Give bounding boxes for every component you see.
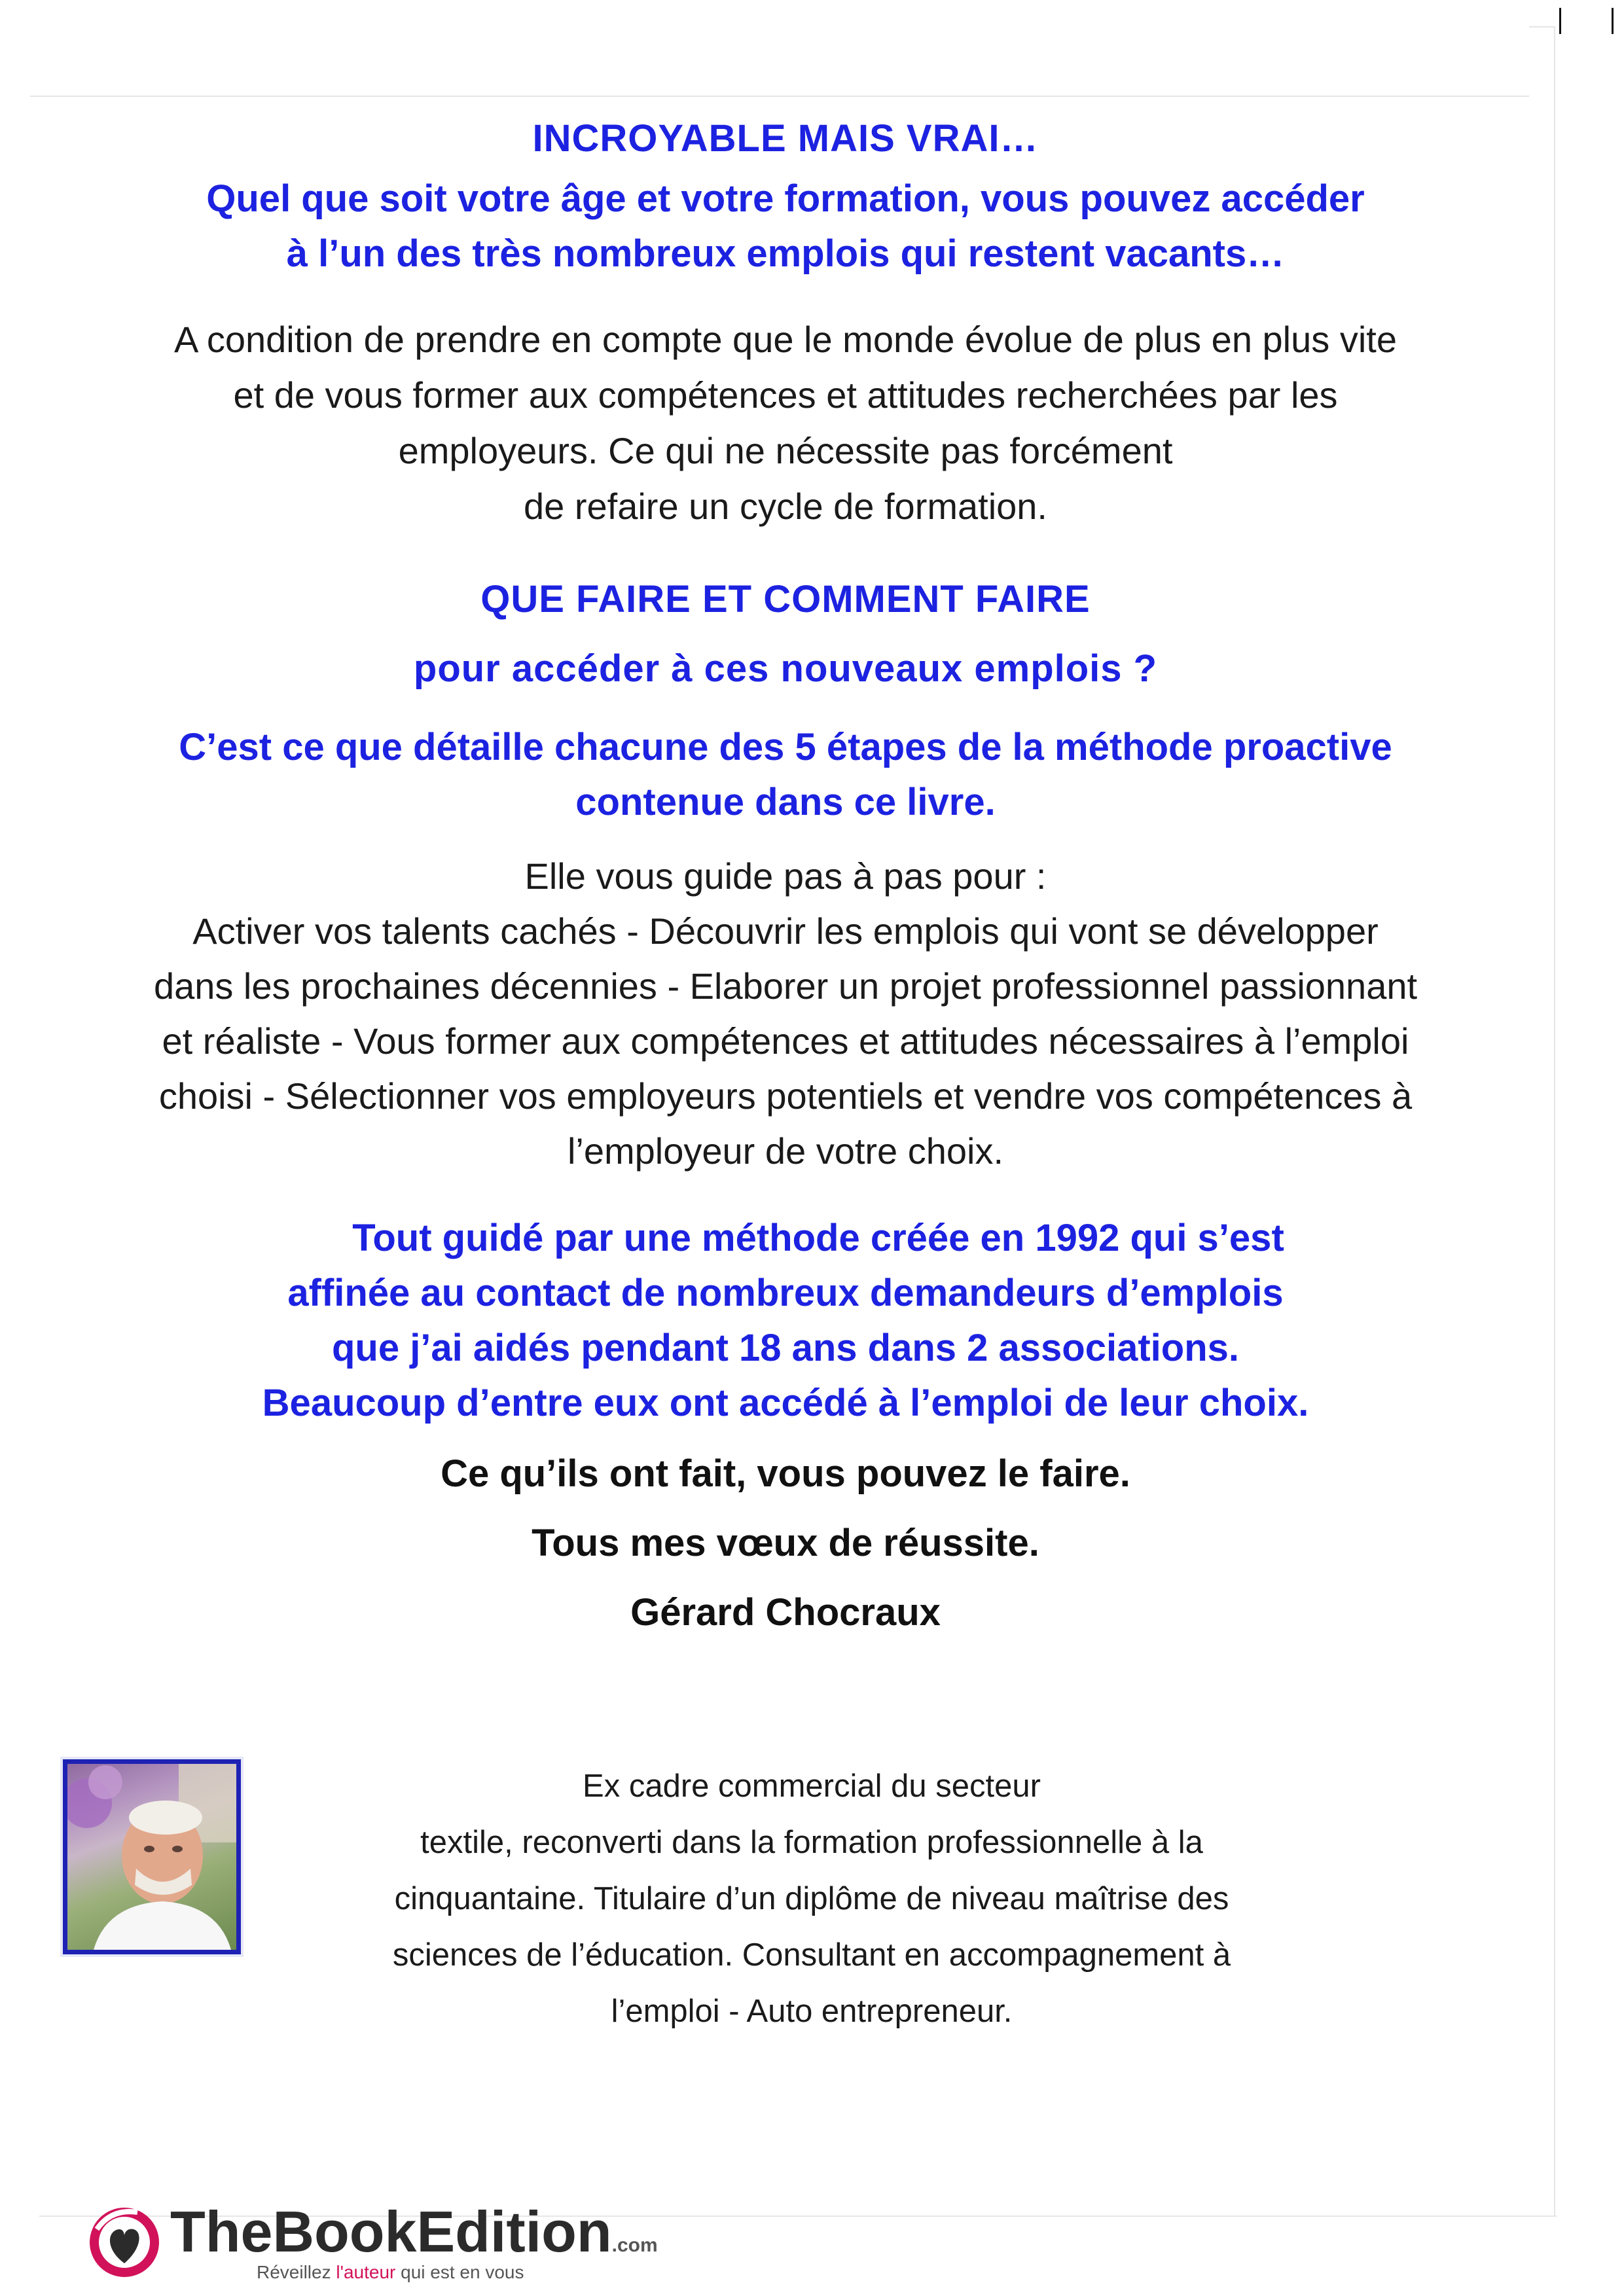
history-line-3: que j’ai aidés pendant 18 ans dans 2 associations. [331,1327,1240,1369]
bio-line-4: sciences de l’éducation. Consultant en accompagnement à [392,1937,1231,1973]
guide-line-5: choisi - Sélectionner vos employeurs potentiels et vendre vos compétences à [158,1075,1413,1117]
logo-brand: TheBookEdition [170,2199,612,2264]
bio-line-1: Ex cadre commercial du secteur [583,1768,1041,1804]
tagline-highlight: l'auteur [336,2262,396,2282]
bio-line-3: cinquantaine. Titulaire d’un diplôme de niveau maîtrise des [394,1881,1229,1916]
question-line-2: pour accéder à ces nouveaux emplois ? [413,647,1158,690]
history-line-1: Tout guidé par une méthode créée en 1992 qui s’est [352,1217,1284,1259]
method-line-1: C’est ce que détaille chacune des 5 étapes de la méthode proactive [179,726,1392,768]
corner-rule [1529,26,1555,27]
right-rule [1554,26,1555,2215]
author-photo [63,1759,241,1954]
history-line-4: Beaucoup d’entre eux ont accédé à l’emploi de leur choix. [262,1382,1309,1424]
bio-line-2: textile, reconverti dans la formation professionnelle à la [420,1825,1203,1860]
subtitle-line-2: à l’un des très nombreux emplois qui restent vacants… [286,232,1285,275]
intro-line-4: de refaire un cycle de formation. [524,486,1047,527]
closing-line-2: Tous mes vœux de réussite. [532,1522,1039,1564]
swirl-heart-icon [85,2203,164,2282]
signature: Gérard Chocraux [630,1591,941,1634]
guide-line-6: l’employeur de votre choix. [567,1130,1004,1172]
intro-line-2: et de vous former aux compétences et attitudes recherchées par les [233,374,1338,416]
top-rule [30,96,1529,97]
closing-line-1: Ce qu’ils ont fait, vous pouvez le faire. [441,1452,1130,1495]
subtitle-line-1: Quel que soit votre âge et votre formation, vous pouvez accéder [206,177,1365,220]
author-portrait-icon [67,1764,236,1950]
guide-line-3: dans les prochaines décennies - Elaborer un projet professionnel passionnant [153,965,1418,1007]
intro-line-3: employeurs. Ce qui ne nécessite pas forcément [398,430,1173,471]
page-title: INCROYABLE MAIS VRAI… [532,117,1039,160]
crop-mark-left [1559,8,1561,34]
logo-suffix: .com [611,2234,658,2256]
method-line-2: contenue dans ce livre. [575,781,996,823]
guide-line-1: Elle vous guide pas à pas pour : [524,855,1047,897]
guide-line-4: et réaliste - Vous former aux compétences et attitudes nécessaires à l’emploi [162,1020,1409,1062]
logo-tagline [257,2262,524,2283]
thebookedition-logo[interactable] [85,2199,740,2296]
history-line-2: affinée au contact de nombreux demandeurs d’emplois [287,1272,1284,1314]
guide-line-2: Activer vos talents cachés - Découvrir les emplois qui vont se développer [192,910,1379,952]
question-line-1: QUE FAIRE ET COMMENT FAIRE [480,578,1091,620]
tagline-after: qui est en vous [395,2262,524,2282]
crop-mark-right [1612,8,1614,34]
intro-line-1: A condition de prendre en compte que le monde évolue de plus en plus vite [174,319,1397,360]
tagline-before: Réveillez [257,2262,336,2282]
bio-line-5: l’emploi - Auto entrepreneur. [611,1994,1013,2029]
